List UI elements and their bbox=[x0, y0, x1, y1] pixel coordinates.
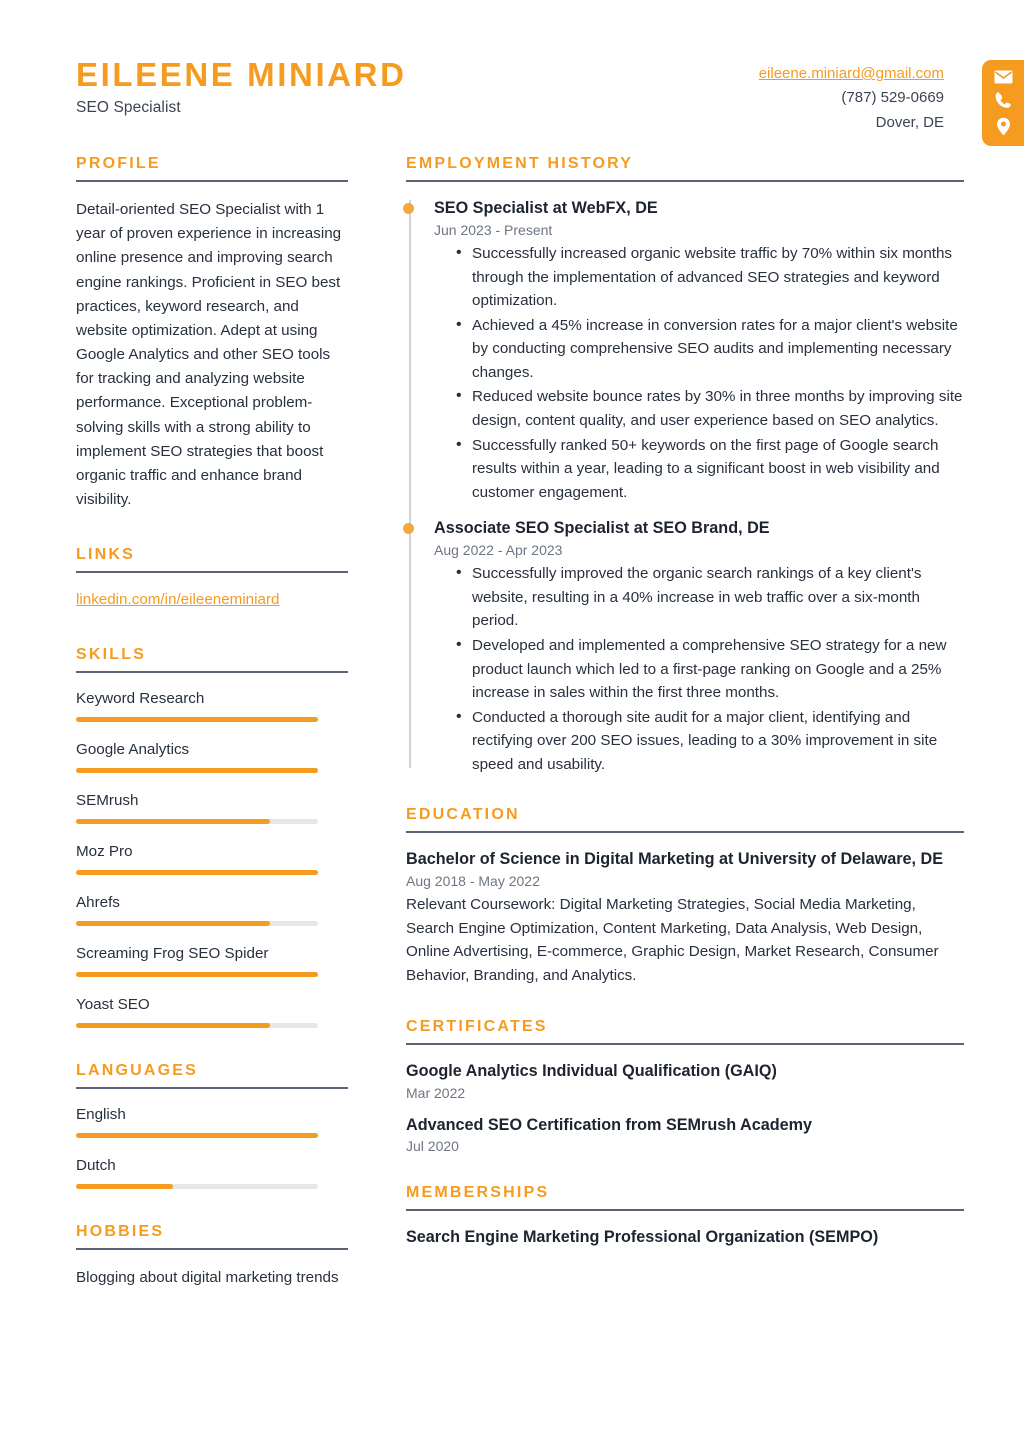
timeline-dot-icon bbox=[403, 523, 414, 534]
email-link[interactable]: eileene.miniard@gmail.com bbox=[758, 65, 944, 82]
job-bullet: • Successfully improved the organic search rankings of a key client's website, resulting in a 40% increase in web traffic over a six-month period. bbox=[456, 562, 964, 633]
section-education bbox=[406, 806, 964, 988]
job-date: Jun 2023 - Present bbox=[434, 222, 553, 239]
job-bullet: • Conducted a thorough site audit for a major client, identifying and rectifying over 200 SEO issues, leading to a 30% improvement in site speed and usability. bbox=[456, 706, 964, 777]
section-divider bbox=[406, 1043, 964, 1045]
section-divider bbox=[76, 180, 348, 182]
name-block bbox=[76, 56, 407, 117]
job-bullet: • Developed and implemented a comprehensive SEO strategy for a new product launch which led to a first-page ranking on Google and a 25% increase in sales within the first three months. bbox=[456, 634, 964, 705]
section-heading-profile: PROFILE bbox=[76, 155, 161, 172]
skill-bar-track bbox=[76, 870, 318, 875]
job-entry bbox=[434, 198, 964, 504]
skill-label: Yoast SEO bbox=[76, 996, 150, 1014]
education-description: Relevant Coursework: Digital Marketing Strategies, Social Media Marketing, Search Engine Optimization, Content Marketing, Data Analysis, Web Design, Online Advertising, E-commerce, Graphic Design, Market Research, Consumer Behavior, Branding, and Analytics. bbox=[406, 895, 939, 985]
membership-entry bbox=[406, 1227, 964, 1248]
section-hobbies bbox=[76, 1223, 348, 1290]
link-item-linkedin[interactable]: linkedin.com/in/eileeneminiard bbox=[76, 591, 280, 609]
language-item bbox=[76, 1156, 348, 1189]
section-divider bbox=[76, 571, 348, 573]
contact-block bbox=[759, 62, 944, 135]
skill-label: SEMrush bbox=[76, 792, 139, 810]
certificate-date: Mar 2022 bbox=[406, 1084, 466, 1101]
skill-bar-track bbox=[76, 921, 318, 926]
skill-bar-track bbox=[76, 1023, 318, 1028]
location-text: Dover, DE bbox=[875, 113, 944, 131]
phone-text: (787) 529-0669 bbox=[841, 89, 944, 107]
skill-item bbox=[76, 740, 348, 773]
job-bullet-list bbox=[434, 242, 964, 504]
section-skills bbox=[76, 646, 348, 1028]
section-heading-skills: SKILLS bbox=[76, 646, 147, 664]
section-languages bbox=[76, 1062, 348, 1189]
skill-label: Ahrefs bbox=[76, 894, 120, 912]
section-divider bbox=[406, 831, 964, 833]
job-bullet: • Successfully increased organic website traffic by 70% within six months through the implementation of advanced SEO strategies and keyword optimization. bbox=[456, 242, 964, 313]
section-heading-languages: LANGUAGES bbox=[76, 1062, 199, 1080]
skill-bar-track bbox=[76, 768, 318, 773]
language-label: Dutch bbox=[76, 1157, 116, 1175]
sidebar-column bbox=[76, 155, 348, 1324]
skill-bar-track bbox=[76, 819, 318, 824]
section-divider bbox=[76, 1248, 348, 1250]
section-heading-hobbies: HOBBIES bbox=[76, 1223, 165, 1241]
skill-label: Google Analytics bbox=[76, 741, 190, 759]
skill-item bbox=[76, 842, 348, 875]
language-label: English bbox=[76, 1106, 126, 1124]
skill-item bbox=[76, 689, 348, 722]
section-memberships bbox=[406, 1184, 964, 1248]
job-bullet-list bbox=[434, 562, 964, 776]
skill-label: Keyword Research bbox=[76, 690, 205, 708]
skill-label: Screaming Frog SEO Spider bbox=[76, 945, 269, 963]
hobbies-text: Blogging about digital marketing trends bbox=[76, 1269, 339, 1287]
section-heading-education: EDUCATION bbox=[406, 806, 520, 824]
skill-bar-fill bbox=[76, 717, 318, 722]
section-divider bbox=[76, 1087, 348, 1089]
skill-item bbox=[76, 995, 348, 1028]
profile-text: Detail-oriented SEO Specialist with 1 year of proven experience in increasing online presence and improving search engine rankings. Proficient in SEO best practices, keyword research, and website optimization. Adept at using Google Analytics and other SEO tools for tracking and analyzing website performance. Exceptional problem-solving skills with a strong ability to implement SEO strategies that boost organic traffic and enhance brand visibility. bbox=[76, 201, 342, 509]
timeline-dot-icon bbox=[403, 203, 414, 214]
section-heading-memberships: MEMBERSHIPS bbox=[406, 1183, 550, 1201]
education-title: Bachelor of Science in Digital Marketing at University of Delaware, DE bbox=[406, 850, 944, 869]
skill-bar-fill bbox=[76, 972, 318, 977]
skill-bar-track bbox=[76, 717, 318, 722]
section-employment-history bbox=[406, 155, 964, 776]
skill-bar-fill bbox=[76, 1023, 270, 1028]
section-divider bbox=[406, 180, 964, 182]
certificate-title: Google Analytics Individual Qualification (GAIQ) bbox=[406, 1062, 777, 1081]
job-role: SEO Specialist at WebFX, DE bbox=[434, 199, 658, 217]
certificate-entry bbox=[406, 1115, 964, 1154]
skill-bar-fill bbox=[76, 921, 270, 926]
map-pin-icon bbox=[996, 117, 1011, 136]
education-entry bbox=[406, 849, 964, 988]
job-entry bbox=[434, 518, 964, 776]
job-bullet: • Reduced website bounce rates by 30% in three months by improving site design, content quality, and user experience based on SEO analytics. bbox=[456, 385, 964, 432]
certificate-title: Advanced SEO Certification from SEMrush Academy bbox=[406, 1115, 812, 1134]
language-bar-fill bbox=[76, 1133, 318, 1138]
resume-header bbox=[0, 0, 1024, 155]
section-certificates bbox=[406, 1018, 964, 1154]
membership-title: Search Engine Marketing Professional Organization (SEMPO) bbox=[406, 1227, 879, 1246]
language-bar-track bbox=[76, 1184, 318, 1189]
skill-item bbox=[76, 893, 348, 926]
timeline-rail bbox=[409, 200, 411, 768]
language-item bbox=[76, 1105, 348, 1138]
job-bullet: • Achieved a 45% increase in conversion rates for a major client's website by conducting comprehensive SEO audits and implementing necessary changes. bbox=[456, 314, 964, 385]
skill-bar-fill bbox=[76, 870, 318, 875]
employment-timeline bbox=[406, 198, 964, 776]
skill-label: Moz Pro bbox=[76, 843, 133, 861]
envelope-icon bbox=[994, 70, 1013, 84]
language-bar-fill bbox=[76, 1184, 173, 1189]
education-date: Aug 2018 - May 2022 bbox=[406, 872, 540, 889]
skill-bar-track bbox=[76, 972, 318, 977]
section-divider bbox=[76, 671, 348, 673]
phone-icon bbox=[994, 91, 1012, 109]
job-bullet: • Successfully ranked 50+ keywords on the first page of Google search results within a year, leading to a significant boost in web visibility and customer engagement. bbox=[456, 434, 964, 505]
contact-icon-bar bbox=[982, 60, 1024, 146]
section-profile bbox=[76, 155, 348, 512]
skill-bar-fill bbox=[76, 768, 318, 773]
resume-body bbox=[0, 155, 1024, 1324]
skill-bar-fill bbox=[76, 819, 270, 824]
language-bar-track bbox=[76, 1133, 318, 1138]
certificate-date: Jul 2020 bbox=[406, 1137, 459, 1154]
section-heading-links: LINKS bbox=[76, 546, 135, 564]
section-heading-employment: EMPLOYMENT HISTORY bbox=[406, 155, 634, 172]
page-title: EILEENE MINIARD bbox=[76, 56, 407, 93]
skill-item bbox=[76, 944, 348, 977]
job-date: Aug 2022 - Apr 2023 bbox=[434, 542, 563, 559]
job-title: SEO Specialist bbox=[76, 98, 181, 116]
section-divider bbox=[406, 1209, 964, 1211]
certificate-entry bbox=[406, 1061, 964, 1100]
main-column bbox=[348, 155, 964, 1324]
skill-item bbox=[76, 791, 348, 824]
job-role: Associate SEO Specialist at SEO Brand, DE bbox=[434, 519, 770, 538]
section-heading-certificates: CERTIFICATES bbox=[406, 1018, 548, 1036]
section-links bbox=[76, 546, 348, 612]
